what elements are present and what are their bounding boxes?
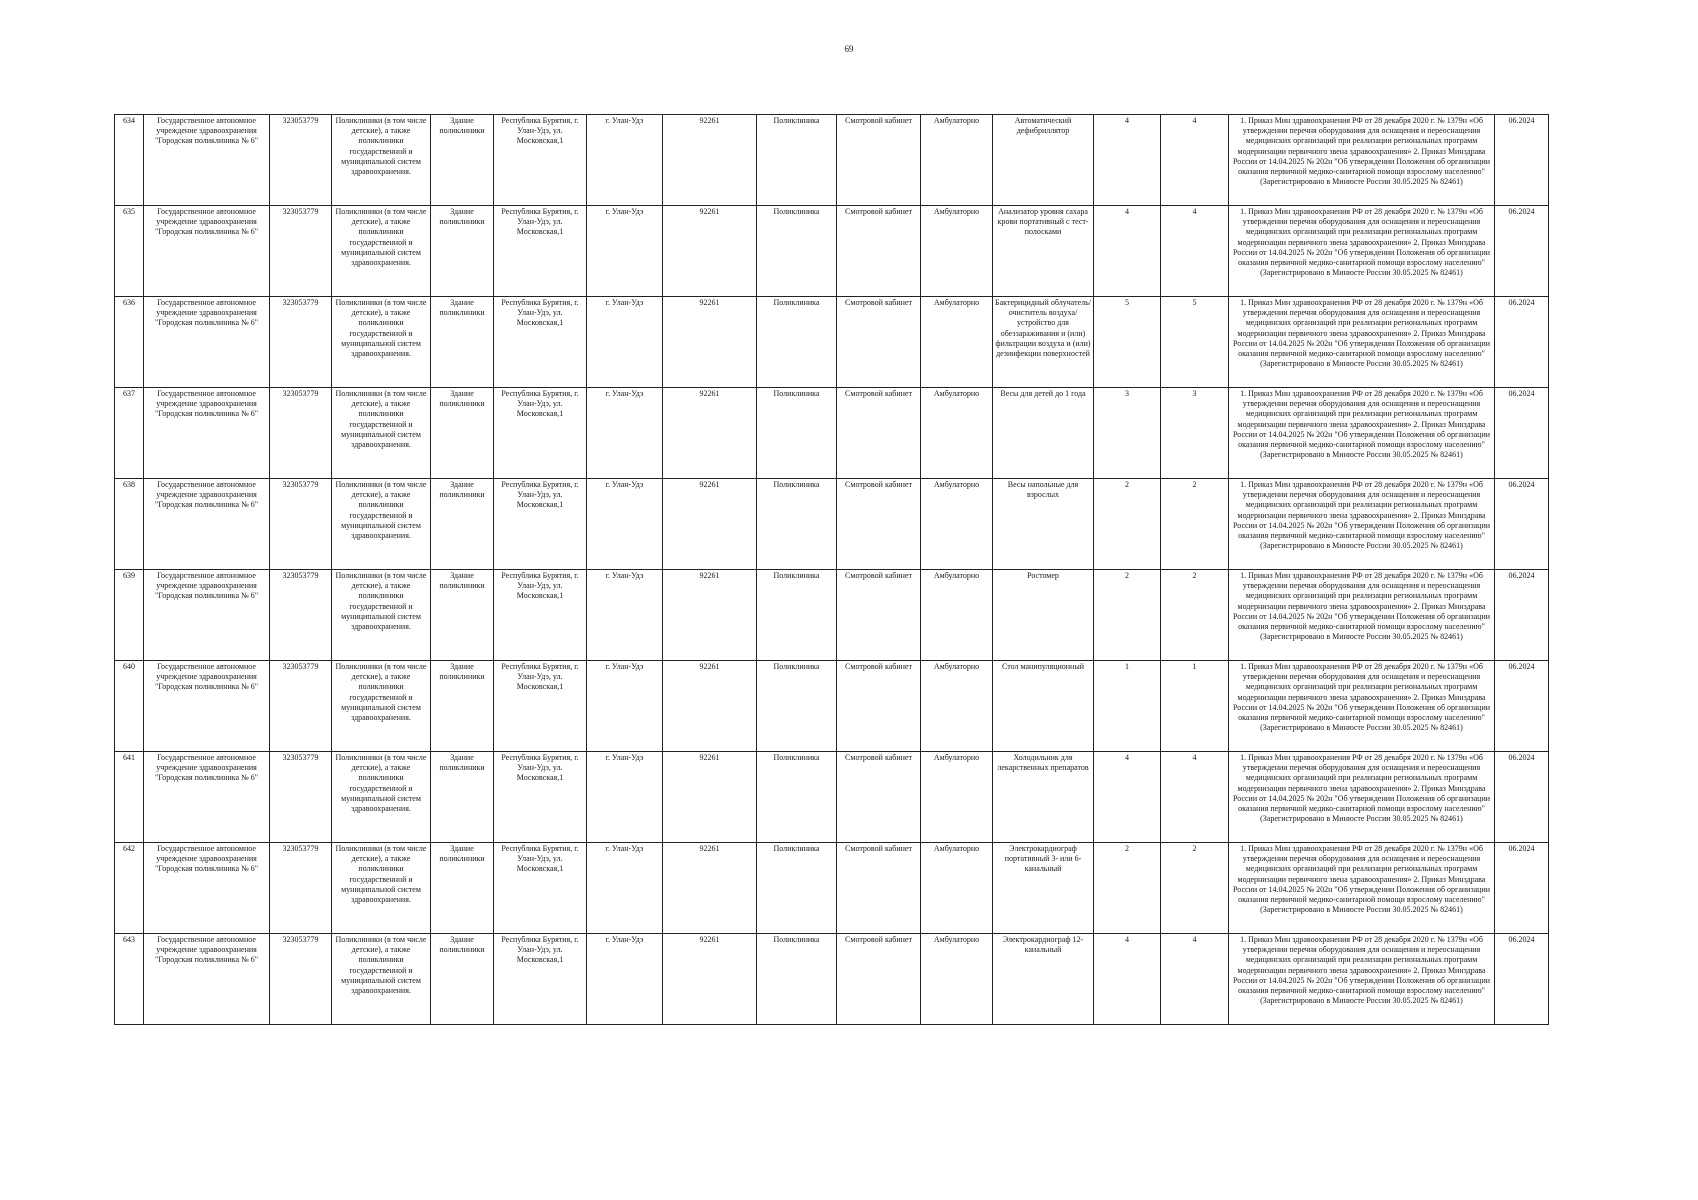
quantity-required: 4 xyxy=(1094,752,1161,843)
facility-type: Поликлиники (в том числе детские), а также поликлиники государственной и муниципальной систем здравоохранения. xyxy=(332,752,431,843)
oktmo-code: 92261 xyxy=(663,115,757,206)
date: 06.2024 xyxy=(1495,479,1549,570)
city: г. Улан-Удэ xyxy=(587,661,663,752)
care-mode: Амбулаторно xyxy=(921,388,993,479)
city: г. Улан-Удэ xyxy=(587,388,663,479)
organization-code: 323053779 xyxy=(270,843,332,934)
address: Республика Бурятия, г. Улан-Удэ, ул. Московская,1 xyxy=(494,934,587,1025)
table-row xyxy=(115,388,1549,479)
city: г. Улан-Удэ xyxy=(587,297,663,388)
building: Здание поликлиники xyxy=(431,297,494,388)
organization-name: Государственное автономное учреждение здравоохранения "Городская поликлиника № 6" xyxy=(144,570,270,661)
row-number: 636 xyxy=(115,297,144,388)
facility-type: Поликлиники (в том числе детские), а также поликлиники государственной и муниципальной систем здравоохранения. xyxy=(332,388,431,479)
address: Республика Бурятия, г. Улан-Удэ, ул. Московская,1 xyxy=(494,843,587,934)
legal-basis: 1. Приказ Мин здравоохранения РФ от 28 декабря 2020 г. № 1379н «Об утверждении перечня оборудования для оснащения и переоснащения медицинских организаций при реализации региональных программ модернизации первичного звена здравоохранения» 2. Приказ Минздрава России от 14.04.2025 № 202н "Об утверждении Положения об организации оказания первичной медико-санитарной помощи взрослому населению" (Зарегистрировано в Минюсте России 30.05.2025 № 82461) xyxy=(1229,934,1495,1025)
room: Смотровой кабинет xyxy=(837,479,921,570)
row-number: 635 xyxy=(115,206,144,297)
room: Смотровой кабинет xyxy=(837,570,921,661)
date: 06.2024 xyxy=(1495,206,1549,297)
city: г. Улан-Удэ xyxy=(587,479,663,570)
quantity-available: 2 xyxy=(1161,479,1229,570)
row-number: 634 xyxy=(115,115,144,206)
city: г. Улан-Удэ xyxy=(587,206,663,297)
building: Здание поликлиники xyxy=(431,570,494,661)
unit: Поликлиника xyxy=(757,115,837,206)
city: г. Улан-Удэ xyxy=(587,934,663,1025)
table-row xyxy=(115,115,1549,206)
building: Здание поликлиники xyxy=(431,661,494,752)
table-row xyxy=(115,661,1549,752)
row-number: 639 xyxy=(115,570,144,661)
care-mode: Амбулаторно xyxy=(921,570,993,661)
room: Смотровой кабинет xyxy=(837,388,921,479)
building: Здание поликлиники xyxy=(431,388,494,479)
organization-name: Государственное автономное учреждение здравоохранения "Городская поликлиника № 6" xyxy=(144,479,270,570)
oktmo-code: 92261 xyxy=(663,388,757,479)
oktmo-code: 92261 xyxy=(663,206,757,297)
equipment-name: Бактерицидный облучатель/очиститель воздуха/устройство для обеззараживания и (или) фильтрации воздуха и (или) дезинфекции поверхностей xyxy=(993,297,1094,388)
legal-basis: 1. Приказ Мин здравоохранения РФ от 28 декабря 2020 г. № 1379н «Об утверждении перечня оборудования для оснащения и переоснащения медицинских организаций при реализации региональных программ модернизации первичного звена здравоохранения» 2. Приказ Минздрава России от 14.04.2025 № 202н "Об утверждении Положения об организации оказания первичной медико-санитарной помощи взрослому населению" (Зарегистрировано в Минюсте России 30.05.2025 № 82461) xyxy=(1229,570,1495,661)
address: Республика Бурятия, г. Улан-Удэ, ул. Московская,1 xyxy=(494,297,587,388)
room: Смотровой кабинет xyxy=(837,752,921,843)
table-row xyxy=(115,752,1549,843)
quantity-required: 4 xyxy=(1094,934,1161,1025)
row-number: 638 xyxy=(115,479,144,570)
quantity-required: 3 xyxy=(1094,388,1161,479)
equipment-name: Весы для детей до 1 года xyxy=(993,388,1094,479)
organization-name: Государственное автономное учреждение здравоохранения "Городская поликлиника № 6" xyxy=(144,206,270,297)
unit: Поликлиника xyxy=(757,388,837,479)
address: Республика Бурятия, г. Улан-Удэ, ул. Московская,1 xyxy=(494,206,587,297)
oktmo-code: 92261 xyxy=(663,934,757,1025)
organization-name: Государственное автономное учреждение здравоохранения "Городская поликлиника № 6" xyxy=(144,934,270,1025)
organization-code: 323053779 xyxy=(270,388,332,479)
quantity-required: 2 xyxy=(1094,843,1161,934)
building: Здание поликлиники xyxy=(431,843,494,934)
room: Смотровой кабинет xyxy=(837,115,921,206)
date: 06.2024 xyxy=(1495,934,1549,1025)
row-number: 641 xyxy=(115,752,144,843)
legal-basis: 1. Приказ Мин здравоохранения РФ от 28 декабря 2020 г. № 1379н «Об утверждении перечня оборудования для оснащения и переоснащения медицинских организаций при реализации региональных программ модернизации первичного звена здравоохранения» 2. Приказ Минздрава России от 14.04.2025 № 202н "Об утверждении Положения об организации оказания первичной медико-санитарной помощи взрослому населению" (Зарегистрировано в Минюсте России 30.05.2025 № 82461) xyxy=(1229,843,1495,934)
organization-code: 323053779 xyxy=(270,752,332,843)
building: Здание поликлиники xyxy=(431,752,494,843)
facility-type: Поликлиники (в том числе детские), а также поликлиники государственной и муниципальной систем здравоохранения. xyxy=(332,206,431,297)
quantity-required: 1 xyxy=(1094,661,1161,752)
facility-type: Поликлиники (в том числе детские), а также поликлиники государственной и муниципальной систем здравоохранения. xyxy=(332,115,431,206)
room: Смотровой кабинет xyxy=(837,843,921,934)
legal-basis: 1. Приказ Мин здравоохранения РФ от 28 декабря 2020 г. № 1379н «Об утверждении перечня оборудования для оснащения и переоснащения медицинских организаций при реализации региональных программ модернизации первичного звена здравоохранения» 2. Приказ Минздрава России от 14.04.2025 № 202н "Об утверждении Положения об организации оказания первичной медико-санитарной помощи взрослому населению" (Зарегистрировано в Минюсте России 30.05.2025 № 82461) xyxy=(1229,479,1495,570)
unit: Поликлиника xyxy=(757,934,837,1025)
equipment-name: Весы напольные для взрослых xyxy=(993,479,1094,570)
care-mode: Амбулаторно xyxy=(921,934,993,1025)
row-number: 642 xyxy=(115,843,144,934)
oktmo-code: 92261 xyxy=(663,479,757,570)
date: 06.2024 xyxy=(1495,297,1549,388)
facility-type: Поликлиники (в том числе детские), а также поликлиники государственной и муниципальной систем здравоохранения. xyxy=(332,479,431,570)
facility-type: Поликлиники (в том числе детские), а также поликлиники государственной и муниципальной систем здравоохранения. xyxy=(332,934,431,1025)
room: Смотровой кабинет xyxy=(837,661,921,752)
unit: Поликлиника xyxy=(757,297,837,388)
organization-code: 323053779 xyxy=(270,570,332,661)
date: 06.2024 xyxy=(1495,570,1549,661)
legal-basis: 1. Приказ Мин здравоохранения РФ от 28 декабря 2020 г. № 1379н «Об утверждении перечня оборудования для оснащения и переоснащения медицинских организаций при реализации региональных программ модернизации первичного звена здравоохранения» 2. Приказ Минздрава России от 14.04.2025 № 202н "Об утверждении Положения об организации оказания первичной медико-санитарной помощи взрослому населению" (Зарегистрировано в Минюсте России 30.05.2025 № 82461) xyxy=(1229,752,1495,843)
facility-type: Поликлиники (в том числе детские), а также поликлиники государственной и муниципальной систем здравоохранения. xyxy=(332,570,431,661)
equipment-name: Электрокардиограф портативный 3- или 6-канальный xyxy=(993,843,1094,934)
unit: Поликлиника xyxy=(757,206,837,297)
date: 06.2024 xyxy=(1495,115,1549,206)
table-row xyxy=(115,934,1549,1025)
date: 06.2024 xyxy=(1495,752,1549,843)
address: Республика Бурятия, г. Улан-Удэ, ул. Московская,1 xyxy=(494,570,587,661)
unit: Поликлиника xyxy=(757,479,837,570)
organization-name: Государственное автономное учреждение здравоохранения "Городская поликлиника № 6" xyxy=(144,115,270,206)
care-mode: Амбулаторно xyxy=(921,752,993,843)
legal-basis: 1. Приказ Мин здравоохранения РФ от 28 декабря 2020 г. № 1379н «Об утверждении перечня оборудования для оснащения и переоснащения медицинских организаций при реализации региональных программ модернизации первичного звена здравоохранения» 2. Приказ Минздрава России от 14.04.2025 № 202н "Об утверждении Положения об организации оказания первичной медико-санитарной помощи взрослому населению" (Зарегистрировано в Минюсте России 30.05.2025 № 82461) xyxy=(1229,297,1495,388)
organization-name: Государственное автономное учреждение здравоохранения "Городская поликлиника № 6" xyxy=(144,752,270,843)
equipment-name: Ростомер xyxy=(993,570,1094,661)
facility-type: Поликлиники (в том числе детские), а также поликлиники государственной и муниципальной систем здравоохранения. xyxy=(332,297,431,388)
legal-basis: 1. Приказ Мин здравоохранения РФ от 28 декабря 2020 г. № 1379н «Об утверждении перечня оборудования для оснащения и переоснащения медицинских организаций при реализации региональных программ модернизации первичного звена здравоохранения» 2. Приказ Минздрава России от 14.04.2025 № 202н "Об утверждении Положения об организации оказания первичной медико-санитарной помощи взрослому населению" (Зарегистрировано в Минюсте России 30.05.2025 № 82461) xyxy=(1229,388,1495,479)
quantity-available: 2 xyxy=(1161,570,1229,661)
row-number: 643 xyxy=(115,934,144,1025)
address: Республика Бурятия, г. Улан-Удэ, ул. Московская,1 xyxy=(494,115,587,206)
page-number: 69 xyxy=(844,44,854,54)
address: Республика Бурятия, г. Улан-Удэ, ул. Московская,1 xyxy=(494,388,587,479)
equipment-name: Электрокардиограф 12-канальный xyxy=(993,934,1094,1025)
quantity-available: 4 xyxy=(1161,752,1229,843)
care-mode: Амбулаторно xyxy=(921,479,993,570)
unit: Поликлиника xyxy=(757,661,837,752)
organization-code: 323053779 xyxy=(270,934,332,1025)
unit: Поликлиника xyxy=(757,752,837,843)
legal-basis: 1. Приказ Мин здравоохранения РФ от 28 декабря 2020 г. № 1379н «Об утверждении перечня оборудования для оснащения и переоснащения медицинских организаций при реализации региональных программ модернизации первичного звена здравоохранения» 2. Приказ Минздрава России от 14.04.2025 № 202н "Об утверждении Положения об организации оказания первичной медико-санитарной помощи взрослому населению" (Зарегистрировано в Минюсте России 30.05.2025 № 82461) xyxy=(1229,661,1495,752)
building: Здание поликлиники xyxy=(431,479,494,570)
table-body xyxy=(115,115,1549,1025)
city: г. Улан-Удэ xyxy=(587,843,663,934)
date: 06.2024 xyxy=(1495,843,1549,934)
organization-code: 323053779 xyxy=(270,206,332,297)
room: Смотровой кабинет xyxy=(837,206,921,297)
quantity-required: 2 xyxy=(1094,570,1161,661)
oktmo-code: 92261 xyxy=(663,297,757,388)
organization-name: Государственное автономное учреждение здравоохранения "Городская поликлиника № 6" xyxy=(144,388,270,479)
care-mode: Амбулаторно xyxy=(921,843,993,934)
quantity-required: 2 xyxy=(1094,479,1161,570)
table-row xyxy=(115,479,1549,570)
care-mode: Амбулаторно xyxy=(921,661,993,752)
legal-basis: 1. Приказ Мин здравоохранения РФ от 28 декабря 2020 г. № 1379н «Об утверждении перечня оборудования для оснащения и переоснащения медицинских организаций при реализации региональных программ модернизации первичного звена здравоохранения» 2. Приказ Минздрава России от 14.04.2025 № 202н "Об утверждении Положения об организации оказания первичной медико-санитарной помощи взрослому населению" (Зарегистрировано в Минюсте России 30.05.2025 № 82461) xyxy=(1229,206,1495,297)
organization-code: 323053779 xyxy=(270,479,332,570)
city: г. Улан-Удэ xyxy=(587,115,663,206)
building: Здание поликлиники xyxy=(431,115,494,206)
table-row xyxy=(115,297,1549,388)
organization-code: 323053779 xyxy=(270,661,332,752)
address: Республика Бурятия, г. Улан-Удэ, ул. Московская,1 xyxy=(494,661,587,752)
oktmo-code: 92261 xyxy=(663,661,757,752)
oktmo-code: 92261 xyxy=(663,843,757,934)
equipment-name: Стол манипуляционный xyxy=(993,661,1094,752)
address: Республика Бурятия, г. Улан-Удэ, ул. Московская,1 xyxy=(494,479,587,570)
building: Здание поликлиники xyxy=(431,206,494,297)
facility-type: Поликлиники (в том числе детские), а также поликлиники государственной и муниципальной систем здравоохранения. xyxy=(332,843,431,934)
date: 06.2024 xyxy=(1495,388,1549,479)
equipment-registry-table xyxy=(114,114,1549,1025)
quantity-available: 4 xyxy=(1161,206,1229,297)
organization-name: Государственное автономное учреждение здравоохранения "Городская поликлиника № 6" xyxy=(144,661,270,752)
unit: Поликлиника xyxy=(757,570,837,661)
care-mode: Амбулаторно xyxy=(921,115,993,206)
row-number: 637 xyxy=(115,388,144,479)
oktmo-code: 92261 xyxy=(663,752,757,843)
organization-code: 323053779 xyxy=(270,297,332,388)
date: 06.2024 xyxy=(1495,661,1549,752)
table-row xyxy=(115,206,1549,297)
building: Здание поликлиники xyxy=(431,934,494,1025)
table-row xyxy=(115,570,1549,661)
quantity-available: 4 xyxy=(1161,115,1229,206)
unit: Поликлиника xyxy=(757,843,837,934)
equipment-name: Холодильник для лекарственных препаратов xyxy=(993,752,1094,843)
quantity-available: 4 xyxy=(1161,934,1229,1025)
care-mode: Амбулаторно xyxy=(921,297,993,388)
quantity-required: 5 xyxy=(1094,297,1161,388)
room: Смотровой кабинет xyxy=(837,934,921,1025)
table-row xyxy=(115,843,1549,934)
quantity-available: 2 xyxy=(1161,843,1229,934)
row-number: 640 xyxy=(115,661,144,752)
quantity-available: 3 xyxy=(1161,388,1229,479)
quantity-required: 4 xyxy=(1094,115,1161,206)
city: г. Улан-Удэ xyxy=(587,752,663,843)
equipment-name: Анализатор уровня сахара крови портативный с тест-полосками xyxy=(993,206,1094,297)
facility-type: Поликлиники (в том числе детские), а также поликлиники государственной и муниципальной систем здравоохранения. xyxy=(332,661,431,752)
equipment-name: Автоматический дефибриллятор xyxy=(993,115,1094,206)
organization-name: Государственное автономное учреждение здравоохранения "Городская поликлиника № 6" xyxy=(144,843,270,934)
quantity-available: 5 xyxy=(1161,297,1229,388)
quantity-required: 4 xyxy=(1094,206,1161,297)
city: г. Улан-Удэ xyxy=(587,570,663,661)
address: Республика Бурятия, г. Улан-Удэ, ул. Московская,1 xyxy=(494,752,587,843)
legal-basis: 1. Приказ Мин здравоохранения РФ от 28 декабря 2020 г. № 1379н «Об утверждении перечня оборудования для оснащения и переоснащения медицинских организаций при реализации региональных программ модернизации первичного звена здравоохранения» 2. Приказ Минздрава России от 14.04.2025 № 202н "Об утверждении Положения об организации оказания первичной медико-санитарной помощи взрослому населению" (Зарегистрировано в Минюсте России 30.05.2025 № 82461) xyxy=(1229,115,1495,206)
care-mode: Амбулаторно xyxy=(921,206,993,297)
oktmo-code: 92261 xyxy=(663,570,757,661)
quantity-available: 1 xyxy=(1161,661,1229,752)
organization-code: 323053779 xyxy=(270,115,332,206)
organization-name: Государственное автономное учреждение здравоохранения "Городская поликлиника № 6" xyxy=(144,297,270,388)
room: Смотровой кабинет xyxy=(837,297,921,388)
